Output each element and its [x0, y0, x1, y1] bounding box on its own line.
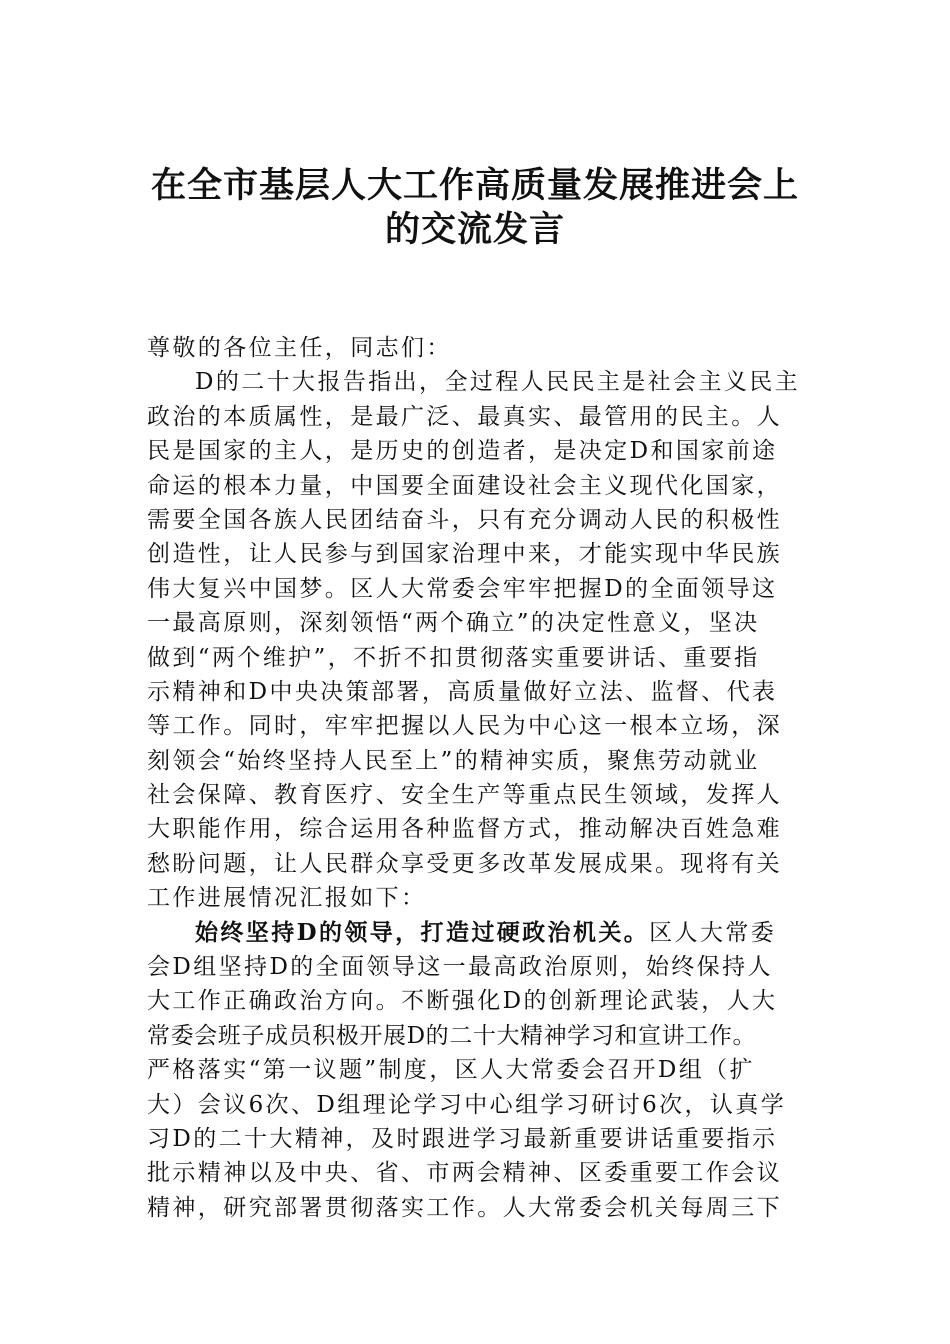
paragraph-line: 大工作正确政治方向。不断强化D的创新理论武装，人大 — [147, 988, 778, 1015]
paragraph-line: 严格落实“第一议题”制度，区人大常委会召开D组（扩 — [147, 1057, 755, 1084]
paragraph-heading: 始终坚持D的领导，打造过硬政治机关。 — [195, 918, 650, 946]
paragraph-line: 需要全国各族人民团结奋斗，只有充分调动人民的积极性 — [147, 506, 782, 533]
paragraph-line: 创造性，让人民参与到国家治理中来，才能实现中华民族 — [147, 541, 782, 568]
paragraph-line: D的二十大报告指出，全过程人民民主是社会主义民主 — [195, 369, 801, 396]
paragraph-line: 刻领会“始终坚持人民至上”的精神实质，聚焦劳动就业 — [147, 747, 760, 774]
paragraph-line: 工作进展情况汇报如下： — [147, 885, 427, 912]
paragraph-line: 示精神和D中央决策部署，高质量做好立法、监督、代表 — [147, 678, 778, 705]
paragraph-line: 批示精神以及中央、省、市两会精神、区委重要工作会议 — [147, 1160, 782, 1187]
paragraph-line — [147, 916, 827, 950]
paragraph-line: 大职能作用，综合运用各种监督方式，推动解决百姓急难 — [147, 816, 782, 843]
paragraph-line: 一最高原则，深刻领悟“两个确立”的决定性意义，坚决 — [147, 610, 760, 637]
paragraph-line: 愁盼问题，让人民群众享受更多改革发展成果。现将有关 — [147, 850, 782, 877]
paragraph-line: 命运的根本力量，中国要全面建设社会主义现代化国家， — [147, 472, 782, 499]
document-title-line2: 的交流发言 — [384, 209, 565, 250]
paragraph-2 — [147, 916, 827, 1226]
paragraph-line: 伟大复兴中国梦。区人大常委会牢牢把握D的全面领导这 — [147, 575, 778, 602]
paragraph-line: 政治的本质属性，是最广泛、最真实、最管用的民主。人 — [147, 403, 782, 430]
paragraph-line: 等工作。同时，牢牢把握以人民为中心这一根本立场，深 — [147, 713, 782, 740]
paragraph-line: 大）会议6次、D组理论学习中心组学习研讨6次，认真学 — [147, 1091, 787, 1118]
paragraph-1 — [147, 365, 827, 915]
paragraph-line: 常委会班子成员积极开展D的二十大精神学习和宣讲工作。 — [147, 1022, 757, 1049]
paragraph-line: 社会保障、教育医疗、安全生产等重点民生领域，发挥人 — [147, 782, 782, 809]
paragraph-text: 区人大常委 — [649, 919, 777, 946]
salutation: 尊敬的各位主任，同志们： — [147, 335, 452, 361]
document-title-line1: 在全市基层人大工作高质量发展推进会上 — [150, 165, 799, 206]
paragraph-line: 精神，研究部署贯彻落实工作。人大常委会机关每周三下 — [147, 1194, 782, 1221]
paragraph-line: 做到“两个维护”，不折不扣贯彻落实重要讲话、重要指 — [147, 644, 760, 671]
paragraph-line: 会D组坚持D的全面领导这一最高政治原则，始终保持人 — [147, 954, 773, 981]
paragraph-line: 习D的二十大精神，及时跟进学习最新重要讲话重要指示 — [147, 1125, 778, 1152]
paragraph-line: 民是国家的主人，是历史的创造者，是决定D和国家前途 — [147, 438, 778, 465]
document-body — [147, 331, 827, 1225]
